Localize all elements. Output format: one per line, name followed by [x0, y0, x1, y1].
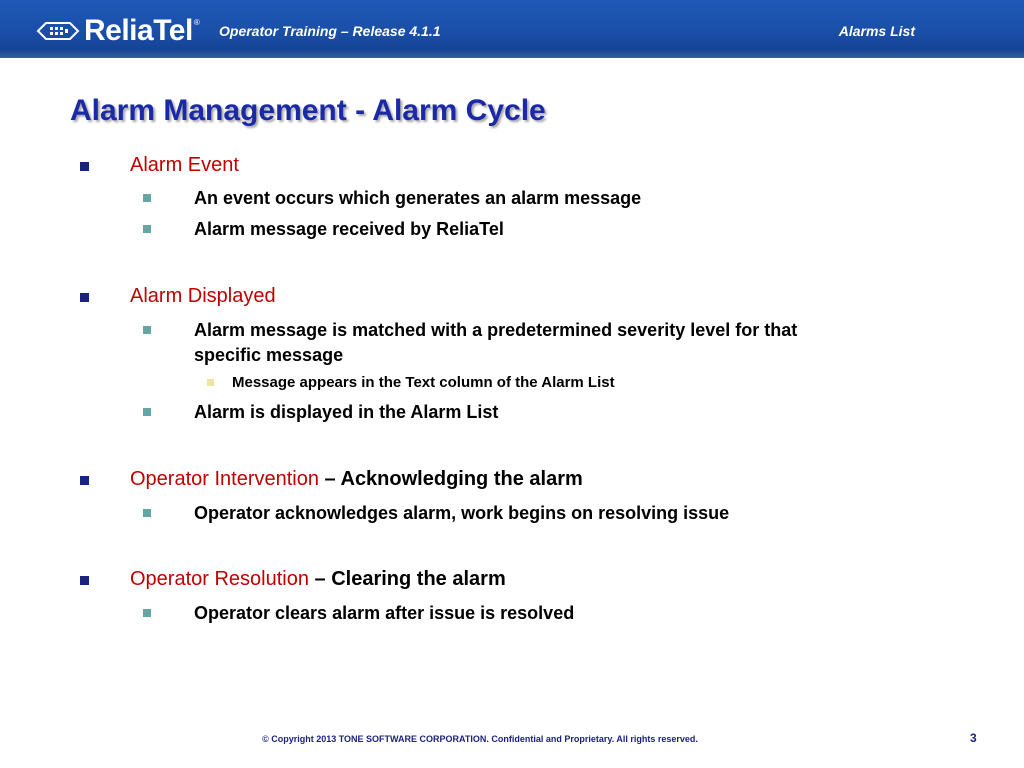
square-bullet-icon	[143, 509, 151, 517]
sub-bullet-text: Alarm message received by ReliaTel	[194, 219, 504, 239]
sub-bullet-text: Operator clears alarm after issue is resolved	[194, 603, 575, 623]
section-heading: Operator Resolution	[130, 568, 309, 590]
sub-bullet	[194, 318, 797, 343]
bullet-alarm-event	[130, 154, 239, 177]
logo-text: ReliaTel	[84, 14, 193, 47]
registered-mark: ®	[193, 18, 200, 27]
sub-sub-bullet	[232, 374, 615, 391]
square-bullet-icon	[80, 162, 89, 171]
page-number: 3	[970, 731, 977, 745]
sub-bullet-text: An event occurs which generates an alarm message	[194, 188, 642, 208]
sub-bullet	[194, 217, 504, 242]
sub-bullet-text: Alarm message is matched with a predetermined severity level for that	[194, 320, 798, 340]
copyright-footer: © Copyright 2013 TONE SOFTWARE CORPORATION. Confidential and Proprietary. All rights reserved.	[262, 734, 698, 744]
bullet-operator-intervention	[130, 468, 583, 491]
sub-bullet	[194, 400, 498, 425]
section-heading-rest: – Clearing the alarm	[308, 568, 506, 590]
square-bullet-icon	[143, 326, 151, 334]
square-bullet-icon	[80, 576, 89, 585]
square-bullet-icon	[143, 225, 151, 233]
sub-sub-bullet-text: Message appears in the Text column of the Alarm List	[232, 374, 615, 391]
square-bullet-icon	[143, 609, 151, 617]
section-heading: Alarm Displayed	[130, 285, 276, 307]
sub-bullet-text: Alarm is displayed in the Alarm List	[194, 402, 499, 422]
bullet-operator-resolution	[130, 568, 506, 591]
square-bullet-icon	[143, 194, 151, 202]
section-heading: Operator Intervention	[130, 468, 319, 490]
sub-bullet-text: Operator acknowledges alarm, work begins on resolving issue	[194, 503, 730, 523]
bullet-alarm-displayed	[130, 285, 276, 308]
page-title: Alarm Management - Alarm Cycle	[70, 94, 546, 127]
square-bullet-icon	[80, 476, 89, 485]
sub-bullet	[194, 186, 641, 211]
square-bullet-icon	[207, 379, 214, 386]
sub-bullet	[194, 601, 574, 626]
header-section-title: Alarms List	[838, 23, 915, 39]
sub-bullet-continuation	[194, 343, 343, 368]
section-heading: Alarm Event	[130, 154, 239, 176]
square-bullet-icon	[143, 408, 151, 416]
sub-bullet-text: specific message	[194, 345, 344, 365]
header-course-title: Operator Training – Release 4.1.1	[219, 23, 441, 39]
square-bullet-icon	[80, 293, 89, 302]
sub-bullet	[194, 501, 729, 526]
section-heading-rest: – Acknowledging the alarm	[319, 468, 583, 490]
